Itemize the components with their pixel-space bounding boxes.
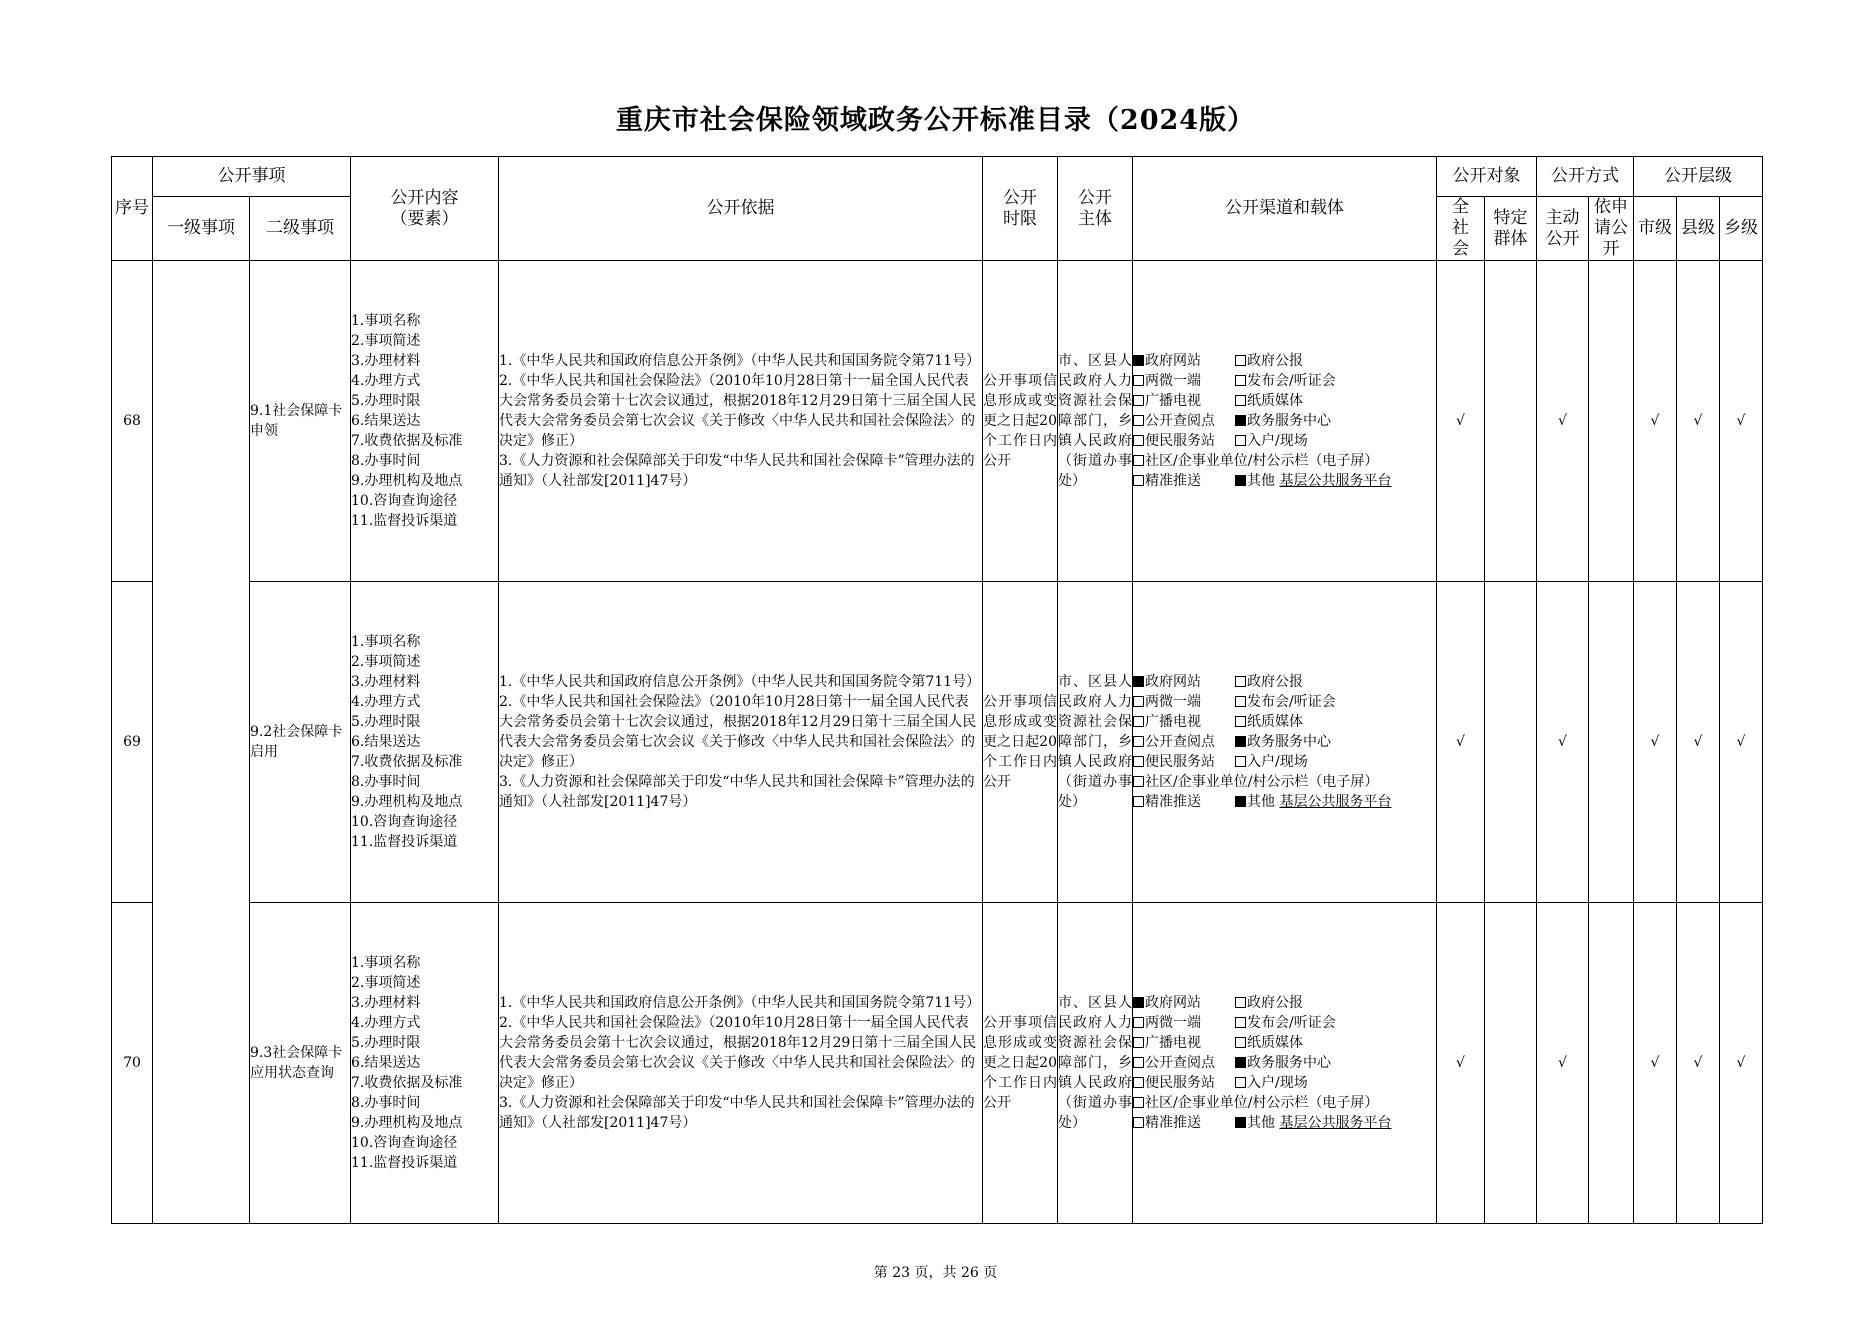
basis-list bbox=[499, 261, 983, 582]
header-seq: 序号 bbox=[112, 157, 153, 261]
channel-option bbox=[1235, 351, 1303, 371]
channel-option bbox=[1133, 692, 1235, 712]
requirement-item: 4.办理方式 bbox=[351, 694, 421, 710]
header-time-limit: 公开时限 bbox=[983, 157, 1058, 261]
channel-label: 政府网站 bbox=[1145, 353, 1201, 369]
target-all-mark: √ bbox=[1437, 582, 1485, 903]
channel-option bbox=[1235, 752, 1308, 772]
requirement-item: 7.收费依据及标准 bbox=[351, 754, 463, 770]
catalog-table bbox=[111, 156, 1763, 1224]
unchecked-box-icon bbox=[1133, 696, 1144, 707]
channel-row bbox=[1133, 1053, 1436, 1073]
level-county-mark: √ bbox=[1677, 903, 1720, 1224]
unchecked-box-icon bbox=[1235, 375, 1246, 386]
channel-option bbox=[1235, 1033, 1303, 1053]
channel-label: 社区/企事业单位/村公示栏（电子屏） bbox=[1145, 774, 1379, 790]
channel-label: 精准推送 bbox=[1145, 794, 1201, 810]
requirement-item: 3.办理材料 bbox=[351, 995, 421, 1011]
subject: 市、区县人民政府人力资源社会保障部门，乡镇人民政府（街道办事处） bbox=[1058, 903, 1133, 1224]
level1-item-cell bbox=[153, 261, 250, 1224]
channel-label: 纸质媒体 bbox=[1247, 714, 1303, 730]
channel-option bbox=[1133, 371, 1235, 391]
unchecked-box-icon bbox=[1133, 756, 1144, 767]
requirement-item: 5.办理时限 bbox=[351, 393, 421, 409]
unchecked-box-icon bbox=[1235, 676, 1246, 687]
channel-option bbox=[1235, 1053, 1331, 1073]
method-apply-mark bbox=[1589, 261, 1634, 582]
table-row bbox=[112, 582, 1763, 903]
header-method-active: 主动公开 bbox=[1537, 197, 1589, 261]
channel-label: 发布会/听证会 bbox=[1247, 1015, 1336, 1031]
channel-row bbox=[1133, 752, 1436, 772]
channel-option bbox=[1133, 1113, 1235, 1133]
unchecked-box-icon bbox=[1133, 455, 1144, 466]
unchecked-box-icon bbox=[1133, 1077, 1144, 1088]
requirement-item: 4.办理方式 bbox=[351, 373, 421, 389]
channel-option bbox=[1133, 431, 1235, 451]
header-target-specific: 特定群体 bbox=[1485, 197, 1537, 261]
header-method-group: 公开方式 bbox=[1537, 157, 1634, 197]
unchecked-box-icon bbox=[1133, 395, 1144, 406]
unchecked-box-icon bbox=[1133, 1097, 1144, 1108]
channel-label: 两微一端 bbox=[1145, 1015, 1201, 1031]
channel-option bbox=[1133, 1033, 1235, 1053]
unchecked-box-icon bbox=[1235, 435, 1246, 446]
channel-label: 纸质媒体 bbox=[1247, 393, 1303, 409]
checked-box-icon bbox=[1235, 796, 1246, 807]
requirement-item: 8.办事时间 bbox=[351, 1095, 421, 1111]
header-level2: 二级事项 bbox=[250, 197, 351, 261]
basis-list bbox=[499, 903, 983, 1224]
channel-label: 政务服务中心 bbox=[1247, 413, 1331, 429]
channel-row bbox=[1133, 1073, 1436, 1093]
requirement-item: 8.办事时间 bbox=[351, 453, 421, 469]
row-seq: 69 bbox=[112, 582, 153, 903]
basis-item: 3.《人力资源和社会保障部关于印发“中华人民共和国社会保障卡”管理办法的通知》（人社部发[2011]47号） bbox=[499, 1095, 975, 1131]
table-row bbox=[112, 903, 1763, 1224]
requirement-item: 11.监督投诉渠道 bbox=[351, 513, 458, 529]
basis-item: 2.《中华人民共和国社会保险法》（2010年10月28日第十一届全国人民代表大会常务委员会第十七次会议通过，根据2018年12月29日第十三届全国人民代表大会常务委员会第七次会议《关于修改〈中华人民共和国社会保险法〉的决定》修正） bbox=[499, 373, 977, 449]
target-specific-mark bbox=[1485, 903, 1537, 1224]
channel-label: 政务服务中心 bbox=[1247, 1055, 1331, 1071]
channel-option bbox=[1235, 672, 1303, 692]
channel-label: 便民服务站 bbox=[1145, 754, 1215, 770]
subject: 市、区县人民政府人力资源社会保障部门，乡镇人民政府（街道办事处） bbox=[1058, 261, 1133, 582]
unchecked-box-icon bbox=[1133, 776, 1144, 787]
channel-option bbox=[1133, 1053, 1235, 1073]
channel-row bbox=[1133, 772, 1436, 792]
channel-row bbox=[1133, 411, 1436, 431]
basis-item: 2.《中华人民共和国社会保险法》（2010年10月28日第十一届全国人民代表大会常务委员会第十七次会议通过，根据2018年12月29日第十三届全国人民代表大会常务委员会第七次会议《关于修改〈中华人民共和国社会保险法〉的决定》修正） bbox=[499, 1015, 977, 1091]
channel-row bbox=[1133, 1033, 1436, 1053]
channel-option bbox=[1235, 792, 1391, 812]
basis-item: 2.《中华人民共和国社会保险法》（2010年10月28日第十一届全国人民代表大会常务委员会第十七次会议通过，根据2018年12月29日第十三届全国人民代表大会常务委员会第七次会议《关于修改〈中华人民共和国社会保险法〉的决定》修正） bbox=[499, 694, 977, 770]
unchecked-box-icon bbox=[1133, 475, 1144, 486]
unchecked-box-icon bbox=[1235, 1077, 1246, 1088]
channel-option bbox=[1133, 391, 1235, 411]
header-level-town: 乡级 bbox=[1720, 197, 1763, 261]
channel-row bbox=[1133, 672, 1436, 692]
checked-box-icon bbox=[1133, 676, 1144, 687]
table-row bbox=[112, 261, 1763, 582]
level-county-mark: √ bbox=[1677, 582, 1720, 903]
unchecked-box-icon bbox=[1133, 1017, 1144, 1028]
channel-option bbox=[1235, 1073, 1308, 1093]
requirement-item: 9.办理机构及地点 bbox=[351, 794, 463, 810]
basis-item: 3.《人力资源和社会保障部关于印发“中华人民共和国社会保障卡”管理办法的通知》（人社部发[2011]47号） bbox=[499, 774, 975, 810]
requirement-item: 2.事项简述 bbox=[351, 654, 421, 670]
level-town-mark: √ bbox=[1720, 261, 1763, 582]
unchecked-box-icon bbox=[1235, 997, 1246, 1008]
channel-row bbox=[1133, 391, 1436, 411]
channel-label: 入户/现场 bbox=[1247, 433, 1308, 449]
requirement-item: 6.结果送达 bbox=[351, 413, 421, 429]
channel-row bbox=[1133, 451, 1436, 471]
requirements-list bbox=[351, 261, 499, 582]
time-limit: 公开事项信息形成或变更之日起20个工作日内公开 bbox=[983, 261, 1058, 582]
channel-option bbox=[1235, 993, 1303, 1013]
unchecked-box-icon bbox=[1133, 1037, 1144, 1048]
row-seq: 70 bbox=[112, 903, 153, 1224]
channel-label: 政府公报 bbox=[1247, 995, 1303, 1011]
time-limit: 公开事项信息形成或变更之日起20个工作日内公开 bbox=[983, 582, 1058, 903]
subject: 市、区县人民政府人力资源社会保障部门，乡镇人民政府（街道办事处） bbox=[1058, 582, 1133, 903]
channel-label: 政府公报 bbox=[1247, 674, 1303, 690]
requirement-item: 1.事项名称 bbox=[351, 634, 421, 650]
requirement-item: 11.监督投诉渠道 bbox=[351, 834, 458, 850]
channel-label: 其他 bbox=[1247, 473, 1275, 489]
channel-option bbox=[1133, 732, 1235, 752]
channel-option bbox=[1235, 732, 1331, 752]
channel-option bbox=[1133, 993, 1235, 1013]
channel-row bbox=[1133, 431, 1436, 451]
target-all-mark: √ bbox=[1437, 261, 1485, 582]
channel-label: 便民服务站 bbox=[1145, 433, 1215, 449]
channel-option bbox=[1133, 672, 1235, 692]
channel-label: 公开查阅点 bbox=[1145, 734, 1215, 750]
channel-option bbox=[1235, 411, 1331, 431]
requirement-item: 10.咨询查询途径 bbox=[351, 1135, 458, 1151]
checked-box-icon bbox=[1235, 475, 1246, 486]
channel-label: 发布会/听证会 bbox=[1247, 694, 1336, 710]
channel-option bbox=[1235, 1113, 1391, 1133]
unchecked-box-icon bbox=[1133, 1117, 1144, 1128]
unchecked-box-icon bbox=[1133, 736, 1144, 747]
channel-row bbox=[1133, 692, 1436, 712]
page-title: 重庆市社会保险领域政务公开标准目录（2024版） bbox=[615, 105, 1256, 136]
channel-option bbox=[1235, 712, 1303, 732]
channel-option bbox=[1133, 712, 1235, 732]
channel-label: 政务服务中心 bbox=[1247, 734, 1331, 750]
channel-other-text: 基层公共服务平台 bbox=[1279, 473, 1392, 489]
channel-label: 社区/企事业单位/村公示栏（电子屏） bbox=[1145, 453, 1379, 469]
channel-label: 公开查阅点 bbox=[1145, 1055, 1215, 1071]
channels-list bbox=[1133, 903, 1437, 1224]
header-level-group: 公开层级 bbox=[1634, 157, 1763, 197]
row-seq: 68 bbox=[112, 261, 153, 582]
channel-option bbox=[1235, 471, 1391, 491]
requirement-item: 2.事项简述 bbox=[351, 975, 421, 991]
channel-row bbox=[1133, 792, 1436, 812]
channel-option bbox=[1133, 451, 1378, 471]
requirement-item: 9.办理机构及地点 bbox=[351, 1115, 463, 1131]
channel-label: 两微一端 bbox=[1145, 694, 1201, 710]
channels-list bbox=[1133, 261, 1437, 582]
method-active-mark: √ bbox=[1537, 261, 1589, 582]
channel-option bbox=[1133, 411, 1235, 431]
channel-option bbox=[1133, 792, 1235, 812]
channel-option bbox=[1133, 351, 1235, 371]
requirement-item: 5.办理时限 bbox=[351, 1035, 421, 1051]
unchecked-box-icon bbox=[1133, 1057, 1144, 1068]
channel-label: 精准推送 bbox=[1145, 473, 1201, 489]
channel-other-text: 基层公共服务平台 bbox=[1279, 1115, 1392, 1131]
requirements-list bbox=[351, 582, 499, 903]
channel-option bbox=[1133, 772, 1378, 792]
channels-list bbox=[1133, 582, 1437, 903]
unchecked-box-icon bbox=[1133, 716, 1144, 727]
channel-label: 其他 bbox=[1247, 1115, 1275, 1131]
header-basis: 公开依据 bbox=[499, 157, 983, 261]
requirement-item: 1.事项名称 bbox=[351, 955, 421, 971]
level2-item: 9.3社会保障卡应用状态查询 bbox=[250, 903, 351, 1224]
checked-box-icon bbox=[1133, 997, 1144, 1008]
requirement-item: 7.收费依据及标准 bbox=[351, 1075, 463, 1091]
method-apply-mark bbox=[1589, 582, 1634, 903]
channel-row bbox=[1133, 371, 1436, 391]
unchecked-box-icon bbox=[1235, 1037, 1246, 1048]
channel-label: 其他 bbox=[1247, 794, 1275, 810]
channel-option bbox=[1133, 1073, 1235, 1093]
requirement-item: 6.结果送达 bbox=[351, 1055, 421, 1071]
basis-item: 1.《中华人民共和国政府信息公开条例》（中华人民共和国国务院令第711号） bbox=[499, 674, 981, 690]
channel-label: 广播电视 bbox=[1145, 393, 1201, 409]
requirement-item: 4.办理方式 bbox=[351, 1015, 421, 1031]
channel-option bbox=[1235, 431, 1308, 451]
channel-row bbox=[1133, 1013, 1436, 1033]
unchecked-box-icon bbox=[1235, 1017, 1246, 1028]
channel-label: 精准推送 bbox=[1145, 1115, 1201, 1131]
unchecked-box-icon bbox=[1235, 355, 1246, 366]
channel-row bbox=[1133, 351, 1436, 371]
channel-label: 纸质媒体 bbox=[1247, 1035, 1303, 1051]
checked-box-icon bbox=[1235, 736, 1246, 747]
channel-label: 广播电视 bbox=[1145, 1035, 1201, 1051]
channel-label: 便民服务站 bbox=[1145, 1075, 1215, 1091]
channel-other-text: 基层公共服务平台 bbox=[1279, 794, 1392, 810]
level2-item: 9.1社会保障卡申领 bbox=[250, 261, 351, 582]
header-item-group: 公开事项 bbox=[153, 157, 351, 197]
checked-box-icon bbox=[1235, 415, 1246, 426]
level-town-mark: √ bbox=[1720, 582, 1763, 903]
channel-label: 入户/现场 bbox=[1247, 754, 1308, 770]
header-level1: 一级事项 bbox=[153, 197, 250, 261]
channel-row bbox=[1133, 993, 1436, 1013]
channel-label: 公开查阅点 bbox=[1145, 413, 1215, 429]
unchecked-box-icon bbox=[1133, 375, 1144, 386]
checked-box-icon bbox=[1235, 1057, 1246, 1068]
header-method-apply: 依申请公开 bbox=[1589, 197, 1634, 261]
requirement-item: 7.收费依据及标准 bbox=[351, 433, 463, 449]
channel-label: 发布会/听证会 bbox=[1247, 373, 1336, 389]
header-level-county: 县级 bbox=[1677, 197, 1720, 261]
requirement-item: 8.办事时间 bbox=[351, 774, 421, 790]
method-active-mark: √ bbox=[1537, 903, 1589, 1224]
unchecked-box-icon bbox=[1235, 716, 1246, 727]
level-city-mark: √ bbox=[1634, 903, 1677, 1224]
header-target-all: 全社会 bbox=[1437, 197, 1485, 261]
target-specific-mark bbox=[1485, 261, 1537, 582]
channel-row bbox=[1133, 1113, 1436, 1133]
requirement-item: 9.办理机构及地点 bbox=[351, 473, 463, 489]
requirement-item: 11.监督投诉渠道 bbox=[351, 1155, 458, 1171]
unchecked-box-icon bbox=[1133, 415, 1144, 426]
requirement-item: 3.办理材料 bbox=[351, 674, 421, 690]
requirement-item: 10.咨询查询途径 bbox=[351, 493, 458, 509]
requirement-item: 1.事项名称 bbox=[351, 313, 421, 329]
level-city-mark: √ bbox=[1634, 582, 1677, 903]
unchecked-box-icon bbox=[1235, 395, 1246, 406]
target-specific-mark bbox=[1485, 582, 1537, 903]
channel-option bbox=[1235, 692, 1336, 712]
requirement-item: 5.办理时限 bbox=[351, 714, 421, 730]
basis-item: 1.《中华人民共和国政府信息公开条例》（中华人民共和国国务院令第711号） bbox=[499, 353, 981, 369]
requirement-item: 10.咨询查询途径 bbox=[351, 814, 458, 830]
basis-item: 3.《人力资源和社会保障部关于印发“中华人民共和国社会保障卡”管理办法的通知》（人社部发[2011]47号） bbox=[499, 453, 975, 489]
channel-row bbox=[1133, 712, 1436, 732]
checked-box-icon bbox=[1133, 355, 1144, 366]
channel-row bbox=[1133, 732, 1436, 752]
requirement-item: 6.结果送达 bbox=[351, 734, 421, 750]
table-body bbox=[112, 261, 1763, 1224]
level2-item: 9.2社会保障卡启用 bbox=[250, 582, 351, 903]
level-town-mark: √ bbox=[1720, 903, 1763, 1224]
channel-option bbox=[1235, 391, 1303, 411]
requirements-list bbox=[351, 903, 499, 1224]
page-footer: 第 23 页，共 26 页 bbox=[873, 1265, 998, 1281]
channel-option bbox=[1133, 471, 1235, 491]
channel-row bbox=[1133, 1093, 1436, 1113]
channel-label: 广播电视 bbox=[1145, 714, 1201, 730]
unchecked-box-icon bbox=[1235, 696, 1246, 707]
channel-option bbox=[1133, 1093, 1378, 1113]
channel-label: 社区/企事业单位/村公示栏（电子屏） bbox=[1145, 1095, 1379, 1111]
channel-option bbox=[1235, 1013, 1336, 1033]
method-active-mark: √ bbox=[1537, 582, 1589, 903]
header-target-group: 公开对象 bbox=[1437, 157, 1537, 197]
channel-label: 政府公报 bbox=[1247, 353, 1303, 369]
channel-label: 两微一端 bbox=[1145, 373, 1201, 389]
requirement-item: 2.事项简述 bbox=[351, 333, 421, 349]
basis-item: 1.《中华人民共和国政府信息公开条例》（中华人民共和国国务院令第711号） bbox=[499, 995, 981, 1011]
target-all-mark: √ bbox=[1437, 903, 1485, 1224]
channel-row bbox=[1133, 471, 1436, 491]
header-subject: 公开主体 bbox=[1058, 157, 1133, 261]
unchecked-box-icon bbox=[1235, 756, 1246, 767]
time-limit: 公开事项信息形成或变更之日起20个工作日内公开 bbox=[983, 903, 1058, 1224]
header-content: 公开内容 （要素） bbox=[351, 157, 499, 261]
level-city-mark: √ bbox=[1634, 261, 1677, 582]
header-channels: 公开渠道和载体 bbox=[1133, 157, 1437, 261]
channel-label: 入户/现场 bbox=[1247, 1075, 1308, 1091]
header-level-city: 市级 bbox=[1634, 197, 1677, 261]
basis-list bbox=[499, 582, 983, 903]
level-county-mark: √ bbox=[1677, 261, 1720, 582]
channel-label: 政府网站 bbox=[1145, 674, 1201, 690]
method-apply-mark bbox=[1589, 903, 1634, 1224]
channel-option bbox=[1133, 752, 1235, 772]
unchecked-box-icon bbox=[1133, 796, 1144, 807]
channel-option bbox=[1133, 1013, 1235, 1033]
unchecked-box-icon bbox=[1133, 435, 1144, 446]
channel-label: 政府网站 bbox=[1145, 995, 1201, 1011]
checked-box-icon bbox=[1235, 1117, 1246, 1128]
requirement-item: 3.办理材料 bbox=[351, 353, 421, 369]
channel-option bbox=[1235, 371, 1336, 391]
